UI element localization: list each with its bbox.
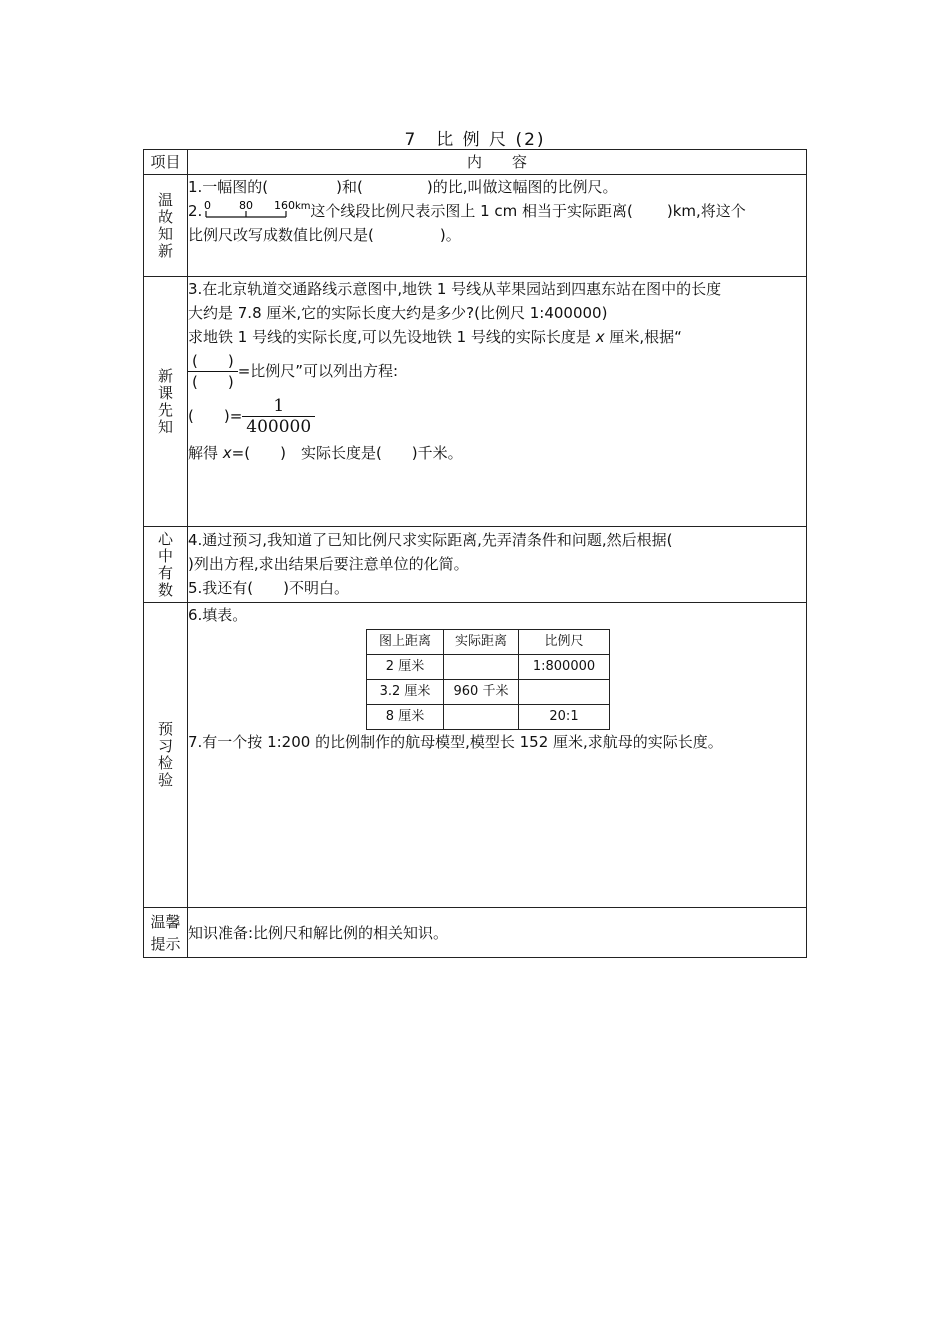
header-row <box>144 150 807 175</box>
table-cell: 2 厘米 <box>367 655 444 680</box>
section-label-text: 预习检验 <box>157 720 173 789</box>
fraction-numerator: 1 <box>242 396 315 417</box>
q2-text-a: 这个线段比例尺表示图上 1 cm 相当于实际距离( <box>310 202 633 220</box>
q3-line-3 <box>188 325 806 349</box>
fill-table-header-cell: 图上距离 <box>367 630 444 655</box>
question-2 <box>188 199 806 223</box>
table-cell-blank[interactable] <box>444 655 519 680</box>
table-row <box>367 680 610 705</box>
section-mind <box>144 527 807 603</box>
tips-text: 知识准备:比例尺和解比例的相关知识。 <box>188 923 449 942</box>
q2-text-d: )。 <box>439 226 461 244</box>
section-label-text: 心中有数 <box>157 529 173 599</box>
ratio-fraction <box>188 351 238 392</box>
section-tips <box>144 908 807 958</box>
table-cell-blank[interactable] <box>444 705 519 730</box>
q3-line-1: 3.在北京轨道交通路线示意图中,地铁 1 号线从苹果园站到四惠东站在图中的长度 <box>188 280 722 298</box>
page-title: 7 比 例 尺 (2) <box>404 130 546 150</box>
q3-text: =( ) 实际长度是( )千米。 <box>231 444 463 462</box>
q3-text: 解得 <box>188 444 223 462</box>
section-content <box>188 908 807 958</box>
fill-table-header <box>367 630 610 655</box>
section-content <box>188 527 807 603</box>
fraction-denominator: 400000 <box>246 417 312 437</box>
question-1 <box>188 175 806 199</box>
equation-fraction <box>242 396 315 437</box>
q3-answer-line <box>188 441 806 465</box>
section-content <box>188 603 807 908</box>
question-2-cont <box>188 223 806 247</box>
section-review <box>144 175 807 277</box>
variable-x: x <box>222 444 232 462</box>
scale-tick-label: 0 <box>204 199 212 212</box>
header-col-item: 项目 <box>144 150 188 175</box>
fill-table <box>366 629 610 730</box>
question-6: 6.填表。 <box>188 606 248 624</box>
table-row <box>367 655 610 680</box>
question-5: 5.我还有( )不明白。 <box>188 579 350 597</box>
section-label <box>144 277 188 527</box>
fraction-numerator[interactable]: ( ) <box>188 351 238 372</box>
table-cell: 1:800000 <box>519 655 610 680</box>
q3-text: =比例尺”可以列出方程: <box>237 362 399 380</box>
section-label <box>144 527 188 603</box>
section-check <box>144 603 807 908</box>
section-label <box>144 175 188 277</box>
variable-x: x <box>595 328 605 346</box>
question-7: 7.有一个按 1:200 的比例制作的航母模型,模型长 152 厘米,求航母的实际长度。 <box>188 733 723 751</box>
table-cell-blank[interactable] <box>519 680 610 705</box>
section-content <box>188 175 807 277</box>
table-cell: 20:1 <box>519 705 610 730</box>
table-cell: 8 厘米 <box>367 705 444 730</box>
section-label <box>144 908 188 958</box>
question-4-cont: )列出方程,求出结果后要注意单位的化简。 <box>188 555 469 573</box>
q1-text-b: )和( <box>336 178 363 196</box>
header-col-content: 内 容 <box>188 150 807 175</box>
q3-equation <box>188 396 806 437</box>
q2-text-b: )km,将这个 <box>666 202 746 220</box>
q1-text-a: 1.一幅图的( <box>188 178 269 196</box>
section-label-text: 温馨提示 <box>150 912 181 953</box>
q2-number: 2. <box>188 202 203 220</box>
worksheet-table <box>143 149 807 958</box>
section-newlesson <box>144 277 807 527</box>
q3-fraction-line <box>188 351 806 392</box>
q3-line-2: 大约是 7.8 厘米,它的实际长度大约是多少?(比例尺 1:400000) <box>188 304 608 322</box>
table-cell: 960 千米 <box>444 680 519 705</box>
fraction-denominator[interactable]: ( ) <box>192 373 234 391</box>
fill-table-header-cell: 比例尺 <box>519 630 610 655</box>
scale-unit: km <box>295 201 311 212</box>
scale-tick-label: 160 <box>274 199 296 212</box>
equation-left[interactable]: ( )= <box>188 407 243 425</box>
question-4: 4.通过预习,我知道了已知比例尺求实际距离,先弄清条件和问题,然后根据( <box>188 531 673 549</box>
q2-text-c: 比例尺改写成数值比例尺是( <box>188 226 374 244</box>
table-cell: 3.2 厘米 <box>367 680 444 705</box>
section-label-text: 新课先知 <box>157 366 173 436</box>
q3-text: 求地铁 1 号线的实际长度,可以先设地铁 1 号线的实际长度是 <box>188 328 596 346</box>
section-content <box>188 277 807 527</box>
fill-table-header-cell: 实际距离 <box>444 630 519 655</box>
table-row <box>367 705 610 730</box>
line-scale-figure <box>202 199 310 221</box>
section-label <box>144 603 188 908</box>
section-label-text: 温故知新 <box>157 190 173 260</box>
q3-text: 厘米,根据“ <box>604 328 682 346</box>
q1-text-c: )的比,叫做这幅图的比例尺。 <box>426 178 618 196</box>
scale-tick-label: 80 <box>239 199 254 212</box>
